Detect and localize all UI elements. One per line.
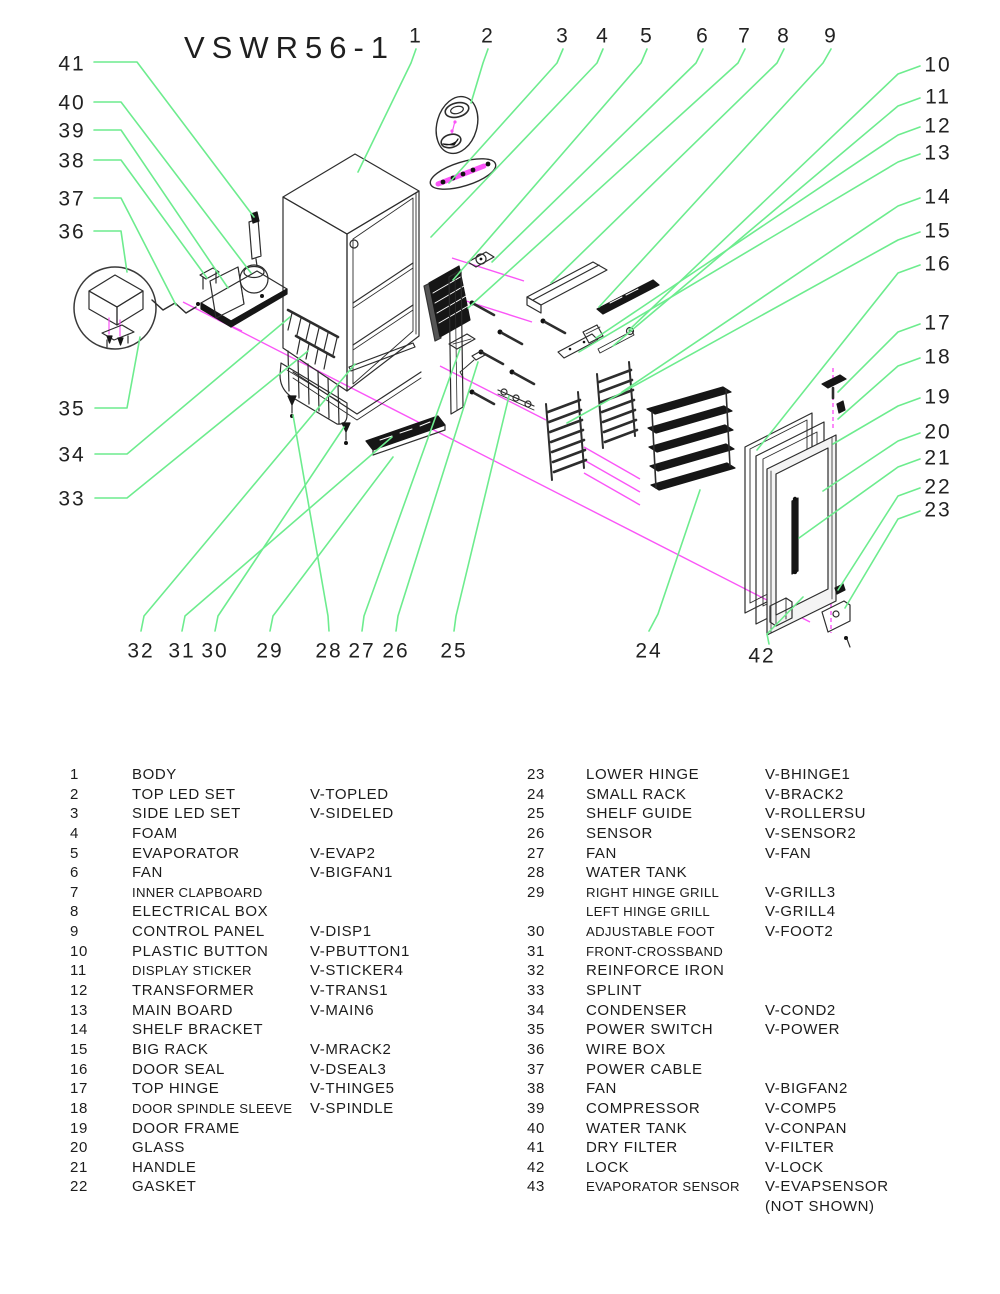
part-number: 24 <box>527 785 545 803</box>
part-code <box>765 981 967 1001</box>
callout-number-35: 35 <box>58 397 86 421</box>
part-number: 37 <box>527 1060 545 1078</box>
callout-number-7: 7 <box>738 24 752 48</box>
part-row <box>70 1020 510 1040</box>
part-row <box>70 961 510 981</box>
part-code: V-COND2 <box>765 1001 836 1019</box>
part-row <box>70 785 510 805</box>
part-number: 17 <box>70 1080 88 1098</box>
part-code <box>765 863 967 883</box>
part-code: (NOT SHOWN) <box>765 1198 875 1216</box>
part-row <box>70 824 510 844</box>
part-code <box>310 824 510 844</box>
callout-number-20: 20 <box>924 420 952 444</box>
part-name: POWER SWITCH <box>586 1021 714 1039</box>
sensor-drawing <box>460 351 485 377</box>
part-number: 23 <box>527 766 545 783</box>
part-code <box>310 883 510 903</box>
big-rack-drawing <box>546 392 586 480</box>
callout-number-31: 31 <box>168 639 196 663</box>
part-name: ELECTRICAL BOX <box>132 903 269 921</box>
callout-number-9: 9 <box>824 24 838 48</box>
part-number: 22 <box>70 1178 88 1196</box>
part-code: V-BRACK2 <box>765 785 844 803</box>
part-name: SENSOR <box>586 824 653 842</box>
part-row <box>70 902 510 922</box>
callout-number-8: 8 <box>777 24 791 48</box>
part-number: 33 <box>527 982 545 1000</box>
part-number: 2 <box>70 785 79 803</box>
callout-number-16: 16 <box>924 252 952 276</box>
callout-number-38: 38 <box>58 149 86 173</box>
part-code: V-TRANS1 <box>310 982 389 1000</box>
part-row <box>70 1079 510 1099</box>
part-row <box>70 844 510 864</box>
callout-number-5: 5 <box>640 24 654 48</box>
part-number: 13 <box>70 1001 88 1019</box>
wire-box-detail-drawing <box>74 267 156 349</box>
callout-number-21: 21 <box>924 446 952 470</box>
fan-drawing <box>468 252 494 267</box>
part-number <box>527 1197 586 1217</box>
part-row <box>527 1079 967 1099</box>
part-number: 8 <box>70 903 79 921</box>
part-number: 26 <box>527 824 545 842</box>
callout-number-30: 30 <box>201 639 229 663</box>
part-code: V-FOOT2 <box>765 923 834 941</box>
water-tank-drawing <box>280 363 347 424</box>
part-code: V-BIGFAN2 <box>765 1080 848 1098</box>
part-code: V-EVAPSENSOR <box>765 1178 889 1196</box>
part-row <box>527 961 967 981</box>
callout-number-15: 15 <box>924 219 952 243</box>
top-hinge-drawing <box>822 375 846 413</box>
part-row <box>527 765 967 785</box>
part-name: FRONT-CROSSBAND <box>586 943 724 959</box>
part-code: V-PBUTTON1 <box>310 942 410 960</box>
part-name: POWER CABLE <box>586 1060 703 1078</box>
part-row <box>527 1158 967 1178</box>
part-code <box>765 1040 967 1060</box>
part-number: 34 <box>527 1001 545 1019</box>
part-number: 38 <box>527 1080 545 1098</box>
part-number: 19 <box>70 1119 88 1137</box>
part-code <box>310 902 510 922</box>
part-row <box>70 922 510 942</box>
side-led-set-drawing <box>427 153 499 196</box>
part-name: TRANSFORMER <box>132 982 255 1000</box>
part-name: SIDE LED SET <box>132 805 241 823</box>
part-code <box>310 1138 510 1158</box>
part-name: CONTROL PANEL <box>132 923 265 941</box>
parts-list-left-column <box>70 765 510 1197</box>
part-name: COMPRESSOR <box>586 1099 701 1117</box>
callout-number-6: 6 <box>696 24 710 48</box>
part-number: 11 <box>70 962 87 980</box>
part-row <box>527 1040 967 1060</box>
part-name: SPLINT <box>586 982 643 1000</box>
splint-drawing <box>296 336 334 369</box>
callout-number-10: 10 <box>924 53 952 77</box>
leader-line-41 <box>94 62 254 217</box>
part-row <box>527 902 967 922</box>
leader-line-38 <box>94 160 207 278</box>
part-name: SHELF BRACKET <box>132 1021 264 1039</box>
part-name: BIG RACK <box>132 1040 209 1058</box>
part-row <box>527 1020 967 1040</box>
part-number: 12 <box>70 982 88 1000</box>
part-row <box>70 863 510 883</box>
part-row <box>527 1099 967 1119</box>
part-name: PLASTIC BUTTON <box>132 942 269 960</box>
part-row <box>70 1099 510 1119</box>
part-code: V-DSEAL3 <box>310 1060 387 1078</box>
condenser-drawing <box>288 310 338 355</box>
leader-line-6 <box>492 49 703 262</box>
part-name: EVAPORATOR <box>132 844 240 862</box>
part-number: 27 <box>527 844 545 862</box>
part-name: EVAPORATOR SENSOR <box>586 1179 740 1195</box>
part-number: 36 <box>527 1040 545 1058</box>
part-number: 1 <box>70 766 79 783</box>
part-number: 32 <box>527 962 545 980</box>
part-number: 31 <box>527 942 545 960</box>
part-number: 39 <box>527 1099 545 1117</box>
part-name: DOOR SEAL <box>132 1060 225 1078</box>
part-code <box>310 1158 510 1178</box>
dry-filter-drawing <box>249 212 261 266</box>
part-row <box>70 1040 510 1060</box>
part-code: V-SPINDLE <box>310 1099 394 1117</box>
part-number: 29 <box>527 883 545 901</box>
leader-line-36 <box>94 231 127 272</box>
part-row <box>70 1158 510 1178</box>
callout-number-39: 39 <box>58 119 86 143</box>
part-code: V-ROLLERSU <box>765 805 867 823</box>
part-row <box>527 1177 967 1197</box>
handle-drawing <box>792 497 798 574</box>
door-spindle-sleeve-drawing <box>837 401 845 413</box>
leader-line-23 <box>845 511 920 608</box>
part-code: V-COMP5 <box>765 1099 837 1117</box>
explosion-axis-lines <box>183 258 833 633</box>
leader-line-29 <box>270 457 393 631</box>
part-name: DRY FILTER <box>586 1139 678 1157</box>
part-row <box>527 804 967 824</box>
part-code <box>765 1060 967 1080</box>
part-row <box>70 1177 510 1197</box>
part-row <box>70 883 510 903</box>
part-name: DOOR FRAME <box>132 1119 240 1137</box>
leader-line-26 <box>396 362 478 631</box>
callout-number-42: 42 <box>748 644 776 668</box>
part-number: 40 <box>527 1119 545 1137</box>
part-row <box>70 981 510 1001</box>
callout-number-29: 29 <box>256 639 284 663</box>
part-number: 7 <box>70 883 79 901</box>
part-code <box>310 1020 510 1040</box>
leader-line-25 <box>454 396 509 631</box>
leader-line-9 <box>599 49 831 307</box>
part-code: V-STICKER4 <box>310 962 404 980</box>
part-number: 25 <box>527 805 545 823</box>
part-number: 9 <box>70 923 79 941</box>
part-row <box>527 824 967 844</box>
part-code: V-MRACK2 <box>310 1040 392 1058</box>
leader-line-10 <box>629 66 920 330</box>
callout-number-18: 18 <box>924 345 952 369</box>
callout-number-12: 12 <box>924 114 952 138</box>
part-row <box>70 942 510 962</box>
callout-number-22: 22 <box>924 475 952 499</box>
leader-line-24 <box>649 490 700 631</box>
leader-line-27 <box>362 349 460 631</box>
part-name: LEFT HINGE GRILL <box>586 904 711 920</box>
top-led-set-drawing <box>430 92 484 159</box>
part-row <box>527 863 967 883</box>
part-code <box>310 765 510 785</box>
callout-number-28: 28 <box>315 639 343 663</box>
leader-line-2 <box>471 49 488 103</box>
part-row <box>527 883 967 903</box>
part-code: V-POWER <box>765 1021 841 1039</box>
callout-number-32: 32 <box>127 639 155 663</box>
part-row <box>527 981 967 1001</box>
callout-number-33: 33 <box>58 487 86 511</box>
shelf-guide-drawing <box>498 389 534 410</box>
leader-line-18 <box>838 358 920 419</box>
callout-number-2: 2 <box>481 24 495 48</box>
cabinet-body-drawing <box>283 154 421 424</box>
part-name: FOAM <box>132 824 178 842</box>
callout-number-13: 13 <box>924 141 952 165</box>
leader-line-16 <box>757 265 920 450</box>
shelf-bracket-drawing <box>597 362 637 448</box>
part-number: 28 <box>527 864 545 882</box>
part-number: 30 <box>527 923 545 941</box>
part-code: V-SENSOR2 <box>765 824 857 842</box>
part-name: REINFORCE IRON <box>586 962 725 980</box>
callout-number-3: 3 <box>556 24 570 48</box>
part-code: V-THINGE5 <box>310 1080 395 1098</box>
part-row <box>527 1119 967 1139</box>
part-number: 6 <box>70 864 79 882</box>
part-code <box>765 961 967 981</box>
callout-number-14: 14 <box>924 185 952 209</box>
electrical-box-drawing <box>527 262 607 313</box>
callout-number-34: 34 <box>58 443 86 467</box>
leader-line-28 <box>293 415 329 631</box>
part-row <box>527 844 967 864</box>
part-name: GASKET <box>132 1178 197 1196</box>
part-name: MAIN BOARD <box>132 1001 234 1019</box>
callout-number-36: 36 <box>58 220 86 244</box>
part-name: WIRE BOX <box>586 1040 666 1058</box>
fan2-drawing <box>449 334 475 349</box>
part-number: 15 <box>70 1040 88 1058</box>
glass-door-drawing <box>767 435 836 635</box>
part-number <box>527 902 586 922</box>
callout-number-25: 25 <box>440 639 468 663</box>
callout-number-37: 37 <box>58 187 86 211</box>
leader-line-34 <box>95 317 290 454</box>
part-code: V-DISP1 <box>310 923 372 941</box>
part-name: BODY <box>132 766 177 783</box>
leader-line-33 <box>95 351 308 498</box>
callout-number-26: 26 <box>382 639 410 663</box>
leader-line-8 <box>551 49 784 283</box>
part-name <box>586 1197 765 1217</box>
part-code: V-GRILL3 <box>765 883 836 901</box>
callout-number-11: 11 <box>925 85 951 109</box>
part-number: 5 <box>70 844 79 862</box>
part-code <box>765 942 967 962</box>
part-code: V-CONPAN <box>765 1119 848 1137</box>
part-row <box>527 1197 967 1217</box>
part-name: TOP LED SET <box>132 785 236 803</box>
part-row <box>70 1138 510 1158</box>
part-number: 43 <box>527 1178 545 1196</box>
part-row <box>527 785 967 805</box>
part-row <box>70 1119 510 1139</box>
part-code: V-EVAP2 <box>310 844 376 862</box>
part-name: FAN <box>132 864 163 882</box>
part-name: SHELF GUIDE <box>586 805 693 823</box>
part-code: V-FILTER <box>765 1139 835 1157</box>
leader-line-37 <box>94 198 176 305</box>
part-number: 16 <box>70 1060 88 1078</box>
part-code: V-BIGFAN1 <box>310 864 393 882</box>
part-row <box>527 1001 967 1021</box>
callout-number-1: 1 <box>409 24 423 48</box>
page-title: VSWR56-1 <box>184 30 396 65</box>
compressor-assembly-drawing <box>196 265 287 327</box>
callout-number-23: 23 <box>924 498 952 522</box>
callout-number-24: 24 <box>635 639 663 663</box>
part-number: 4 <box>70 824 79 842</box>
part-number: 14 <box>70 1021 88 1039</box>
part-row <box>527 922 967 942</box>
parts-list-right-column <box>527 765 967 1217</box>
small-rack-drawing <box>647 387 735 490</box>
part-name: ADJUSTABLE FOOT <box>586 924 715 940</box>
callout-number-19: 19 <box>924 385 952 409</box>
part-code: V-LOCK <box>765 1158 824 1176</box>
part-name: FAN <box>586 1080 617 1098</box>
callout-number-40: 40 <box>58 91 86 115</box>
part-row <box>70 804 510 824</box>
part-name: FAN <box>586 844 617 862</box>
part-number: 42 <box>527 1158 545 1176</box>
part-number: 41 <box>527 1139 545 1157</box>
part-row <box>70 1001 510 1021</box>
part-name: HANDLE <box>132 1158 197 1176</box>
part-name: LOCK <box>586 1158 630 1176</box>
part-row <box>527 1138 967 1158</box>
part-row <box>70 765 510 785</box>
part-name: DISPLAY STICKER <box>132 963 252 979</box>
part-number: 20 <box>70 1139 88 1157</box>
callout-number-41: 41 <box>58 52 86 76</box>
part-row <box>70 1060 510 1080</box>
part-code <box>310 1119 510 1139</box>
part-code: V-SIDELED <box>310 805 394 823</box>
part-number: 10 <box>70 942 88 960</box>
part-name: LOWER HINGE <box>586 766 700 783</box>
part-name: GLASS <box>132 1139 186 1157</box>
part-row <box>527 1060 967 1080</box>
part-row <box>527 942 967 962</box>
part-number: 3 <box>70 805 79 823</box>
callout-number-17: 17 <box>924 311 952 335</box>
part-code: V-MAIN6 <box>310 1001 375 1019</box>
part-name: RIGHT HINGE GRILL <box>586 884 720 900</box>
part-name: SMALL RACK <box>586 785 687 803</box>
part-code: V-BHINGE1 <box>765 766 851 783</box>
part-number: 18 <box>70 1099 88 1117</box>
callout-number-4: 4 <box>596 24 610 48</box>
part-name: WATER TANK <box>586 864 688 882</box>
callout-number-27: 27 <box>348 639 376 663</box>
part-number: 21 <box>70 1158 88 1176</box>
part-name: INNER CLAPBOARD <box>132 884 263 900</box>
part-name: WATER TANK <box>586 1119 688 1137</box>
leader-line-1 <box>358 49 416 172</box>
part-code: V-FAN <box>765 844 812 862</box>
evaporator-drawing <box>424 266 470 341</box>
part-name: DOOR SPINDLE SLEEVE <box>132 1100 293 1116</box>
leader-line-40 <box>94 102 251 273</box>
part-name: TOP HINGE <box>132 1080 220 1098</box>
part-code: V-GRILL4 <box>765 903 836 921</box>
part-name: CONDENSER <box>586 1001 688 1019</box>
leader-line-35 <box>95 337 140 408</box>
leader-line-22 <box>838 488 920 590</box>
part-number: 35 <box>527 1021 545 1039</box>
part-code: V-TOPLED <box>310 785 389 803</box>
part-code <box>310 1177 510 1197</box>
